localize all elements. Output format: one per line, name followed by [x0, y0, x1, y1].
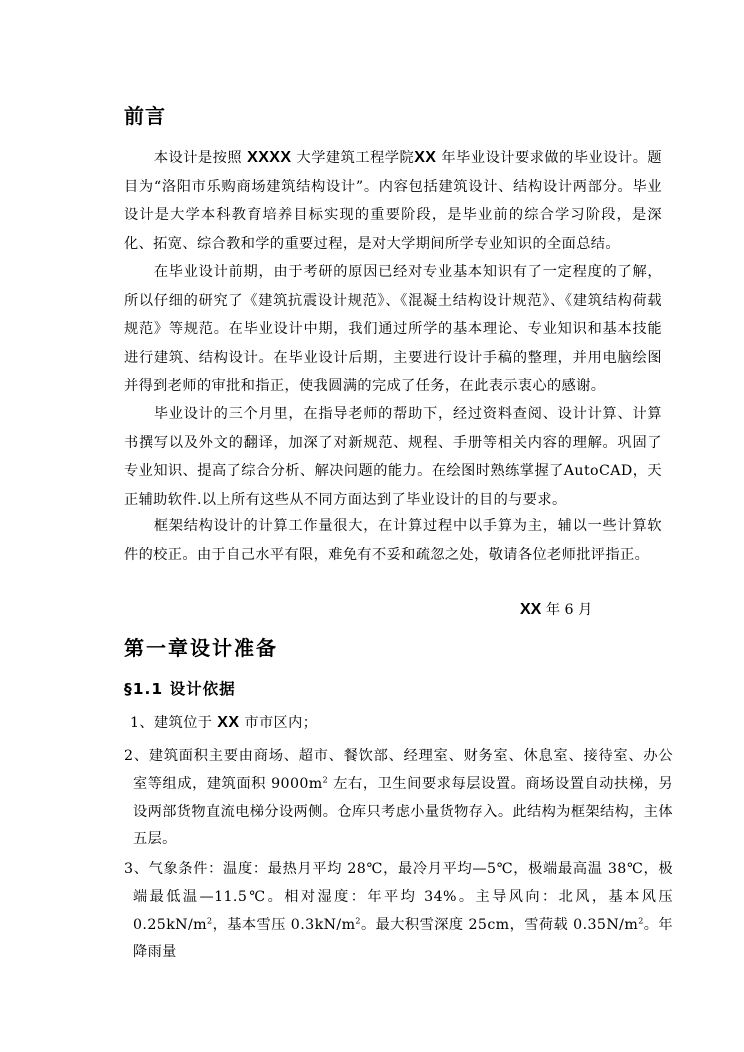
section-title: §1.1 设计依据 — [124, 680, 236, 698]
item-2-text-a: 建筑面积主要由商场、超市、餐饮部、经理室、财务室、休息室、接待室、办公室等组成，建筑面积 9000m — [133, 748, 673, 792]
item-1-text-b: 市市区内； — [244, 715, 318, 731]
item-number: 2、 — [124, 748, 149, 764]
superscript: 2 — [355, 915, 361, 925]
university-placeholder: XXXX — [247, 149, 292, 166]
list-item — [124, 743, 673, 854]
item-3-text-c: 。最大积雪深度 25cm，雪荷载 0.35N/m — [360, 916, 639, 933]
item-1-text-a: 建筑位于 — [154, 715, 213, 731]
preface-title: 前言 — [124, 104, 166, 128]
item-number: 1、 — [130, 715, 155, 731]
city-placeholder: XX — [217, 714, 240, 731]
item-2-text-b: 左右，卫生间要求每层设置。商场设置自动扶梯，另设两部货物直流电梯分设两侧。仓库只考虑小量货物存入。此结构为框架结构，主体五层。 — [133, 775, 673, 848]
preface-p1-text-a: 本设计是按照 — [153, 150, 243, 166]
item-number: 3、 — [124, 861, 149, 877]
list-item — [130, 709, 660, 738]
signature-date: 年 6 月 — [545, 602, 593, 618]
superscript: 2 — [207, 915, 213, 925]
preface-paragraph-3: 毕业设计的三个月里，在指导老师的帮助下，经过资料查阅、设计计算、计算书撰写以及外文的翻译，加深了对新规范、规程、手册等相关内容的理解。巩固了专业知识、提高了综合分析、解决问题的能力。在绘图时熟练掌握了AutoCAD，天正辅助软件.以上所有这些从不同方面达到了毕业设计的目的与要求。 — [124, 406, 662, 508]
superscript: 2 — [638, 915, 644, 925]
list-item — [124, 856, 673, 967]
chapter-title: 第一章设计准备 — [124, 636, 278, 660]
preface-signature — [520, 596, 592, 624]
preface-paragraph-2: 在毕业设计前期，由于考研的原因已经对专业基本知识有了一定程度的了解，所以仔细的研究了《建筑抗震设计规范》、《混凝土结构设计规范》、《建筑结构荷载规范》等规范。在毕业设计中期，我们通过所学的基本理论、专业知识和基本技能进行建筑、结构设计。在毕业设计后期，主要进行设计手稿的整理，并用电脑绘图并得到老师的审批和指正，使我圆满的完成了任务，在此表示衷心的感谢。 — [124, 264, 662, 395]
preface-paragraph-1 — [124, 144, 662, 258]
year-placeholder: XX — [414, 149, 437, 166]
item-3-text-d: 。年降雨量 — [133, 916, 673, 961]
signature-year-placeholder: XX — [520, 601, 542, 618]
item-3-text-b: ，基本雪压 0.3kN/m — [212, 916, 356, 933]
preface-paragraph-4: 框架结构设计的计算工作量很大，在计算过程中以手算为主，辅以一些计算软件的校正。由于自己水平有限，难免有不妥和疏忽之处，敬请各位老师批评指正。 — [124, 518, 662, 563]
preface-p1-text-c: 大学建筑工程学院 — [296, 150, 415, 166]
superscript: 2 — [322, 775, 329, 785]
preface-p1-text-d: 年毕业设计要求做的毕业设计。题目为“洛阳市乐购商场建筑结构设计”。内容包括建筑设计、结构设计两部分。毕业设计是大学本科教育培养目标实现的重要阶段，是毕业前的综合学习阶段，是深化、拓宽、综合教和学的重要过程，是对大学期间所学专业知识的全面总结。 — [124, 150, 662, 252]
item-3-text-a: 气象条件：温度：最热月平均 28℃，最冷月平均—5℃，极端最高温 38℃，极端最低温—11.5℃。相对湿度：年平均 34%。主导风向：北风，基本风压 0.25kN/m — [133, 861, 674, 933]
